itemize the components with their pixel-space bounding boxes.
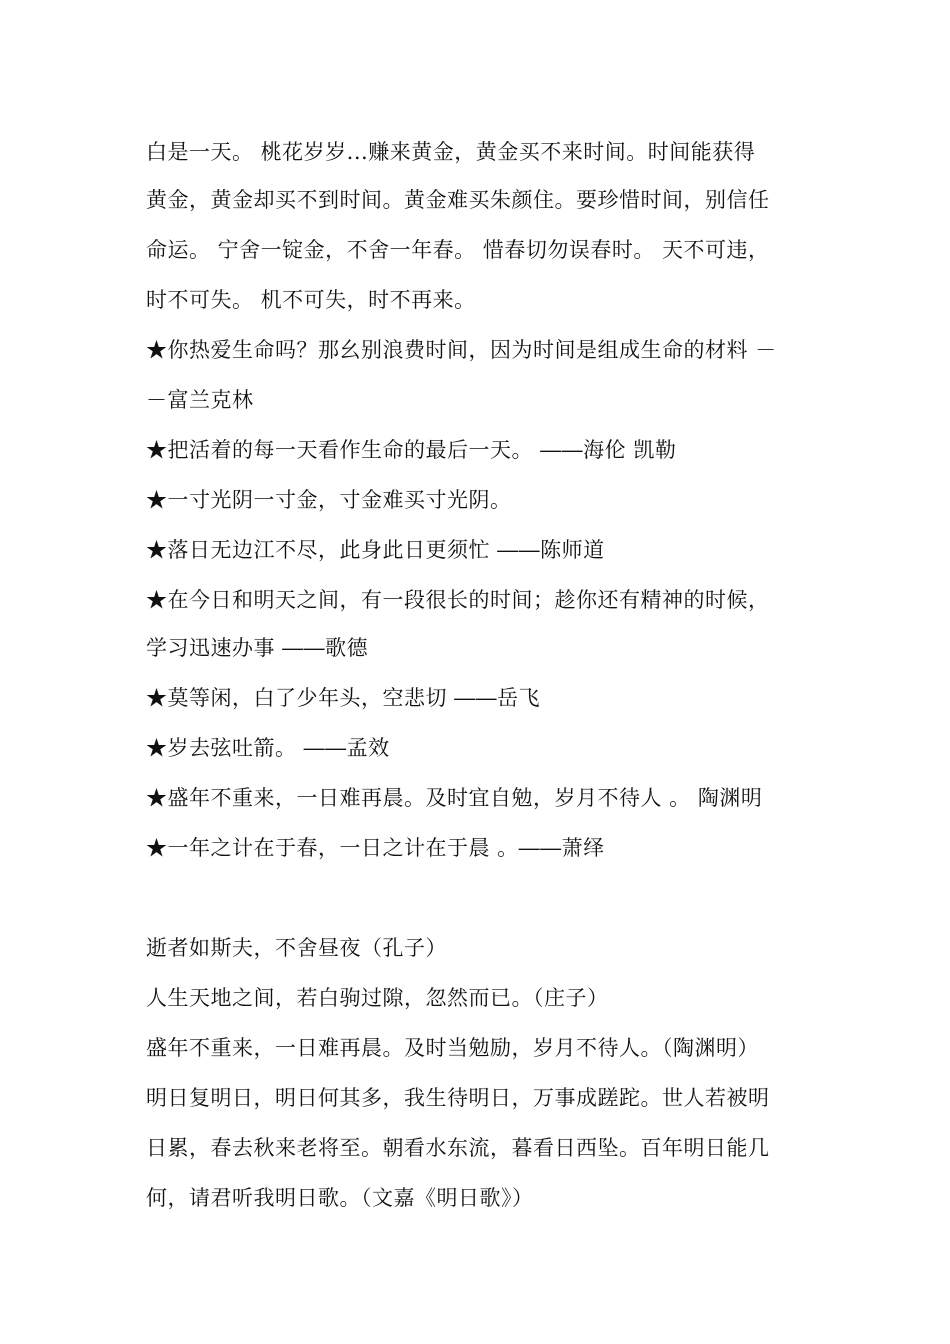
classic-quote-line: 明日复明日，明日何其多，我生待明日，万事成蹉跎。世人若被明	[146, 1086, 770, 1110]
quote-line: ★一年之计在于春，一日之计在于晨 。――萧绎	[146, 836, 605, 860]
quote-line: ★落日无边江不尽，此身此日更须忙 ――陈师道	[146, 538, 605, 562]
quote-line: ★把活着的每一天看作生命的最后一天。 ――海伦 凯勒	[146, 438, 677, 462]
classic-quote-line: 日累，春去秋来老将至。朝看水东流，暮看日西坠。百年明日能几	[146, 1136, 770, 1160]
quote-line: ★在今日和明天之间，有一段很长的时间；趁你还有精神的时候，	[146, 588, 770, 612]
classic-quote-line: 逝者如斯夫，不舍昼夜（孔子）	[146, 936, 447, 960]
text-line: 时不可失。 机不可失，时不再来。	[146, 288, 476, 312]
text-line: 白是一天。 桃花岁岁...赚来黄金，黄金买不来时间。时间能获得	[146, 140, 756, 164]
quote-line: 学习迅速办事 ――歌德	[146, 636, 369, 660]
quote-line: －富兰克林	[146, 388, 254, 412]
classic-quote-line: 人生天地之间，若白驹过隙，忽然而已。（庄子）	[146, 986, 609, 1010]
classic-quote-line: 何，请君听我明日歌。（文嘉《明日歌》）	[146, 1186, 534, 1210]
quote-line: ★你热爱生命吗？那幺别浪费时间，因为时间是组成生命的材料 －	[146, 338, 777, 362]
text-line: 命运。 宁舍一锭金，不舍一年春。 惜春切勿误春时。 天不可违，	[146, 238, 770, 262]
text-line: 黄金，黄金却买不到时间。黄金难买朱颜住。要珍惜时间，别信任	[146, 188, 770, 212]
quote-line: ★盛年不重来，一日难再晨。及时宜自勉，岁月不待人 。 陶渊明	[146, 786, 763, 810]
quote-line: ★莫等闲，白了少年头，空悲切 ――岳飞	[146, 686, 541, 710]
quote-line: ★一寸光阴一寸金，寸金难买寸光阴。	[146, 488, 512, 512]
quote-line: ★岁去弦吐箭。 ――孟效	[146, 736, 390, 760]
classic-quote-line: 盛年不重来，一日难再晨。及时当勉励，岁月不待人。（陶渊明）	[146, 1036, 759, 1060]
